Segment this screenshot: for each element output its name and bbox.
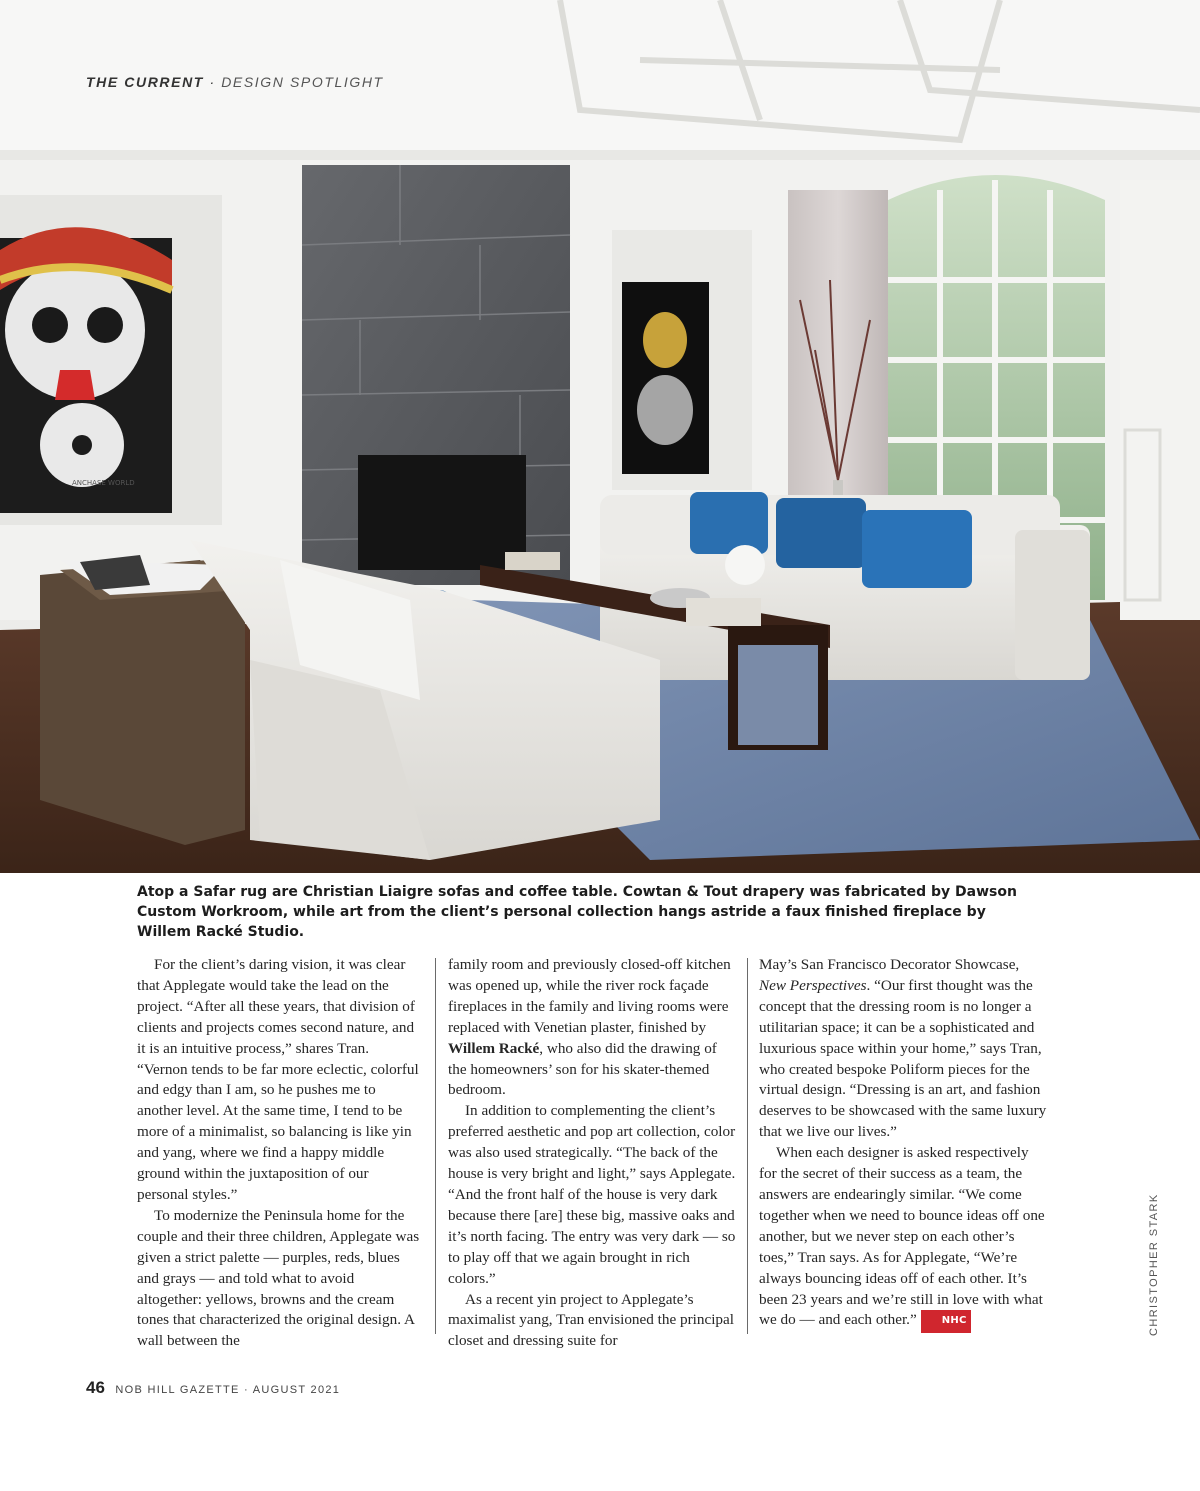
column-divider — [435, 958, 436, 1334]
paragraph-text: family room and previously closed-off kitchen was opened up, while the river rock façade fireplaces in the family and living rooms were replaced with Venetian plaster, finished by — [448, 956, 731, 1036]
subsection-name: DESIGN SPOTLIGHT — [221, 74, 384, 90]
paragraph: To modernize the Peninsula home for the couple and their three children, Applegate was given a strict palette — purples, reds, blues and grays — and told what to avoid altogether: yellows, browns and the cream tones that characterized the original design. A wall between the — [137, 1206, 420, 1350]
column-divider — [747, 958, 748, 1334]
paragraph-text: May’s San Francisco Decorator Showcase, — [759, 956, 1020, 973]
paragraph: For the client’s daring vision, it was clear that Applegate would take the lead on the project. “After all these years, that division of clients and projects comes second nature, and it is an intuitive process,” shares Tran. “Vernon tends to be far more eclectic, colorful and edgy than I am, so he pushes me to another level. At the same time, I tend to be more of a minimalist, so balancing is like yin and yang, where we find a happy middle ground within the juxtaposition of our personal styles.” — [137, 956, 419, 1203]
fireplace-firebox — [358, 455, 526, 570]
paragraph — [759, 1143, 1049, 1333]
photo-caption: Atop a Safar rug are Christian Liaigre sofas and coffee table. Cowtan & Tout drapery was fabricated by Dawson Custom Workroom, while art from the client’s personal collection hangs astride a faux finished fireplace by Willem Racké Studio. — [137, 884, 1017, 940]
head-separator: · — [209, 74, 216, 90]
running-head — [86, 74, 384, 90]
paragraph-text: , who also did the drawing of the homeowners’ son for his skater-themed bedroom. — [448, 1039, 717, 1099]
publication-line: NOB HILL GAZETTE · AUGUST 2021 — [115, 1384, 341, 1396]
article-column-1 — [137, 955, 422, 1352]
end-mark-logo: NHC — [921, 1310, 971, 1333]
article-column-3 — [759, 955, 1049, 1333]
section-name: THE CURRENT — [86, 74, 204, 90]
article-column-2 — [448, 955, 738, 1352]
paragraph-text: When each designer is asked respectively for the secret of their success as a team, the answers are endearingly similar. “We come together when we need to bounce ideas off one another, but we never step on each other’s toes,” Tran says. As for Applegate, “We’re always bouncing ideas off of each other. It’s been 23 years and we’re still in love with what we do — and each other.” — [759, 1144, 1045, 1329]
paragraph — [759, 955, 1049, 1143]
designer-name: Willem Racké — [448, 1039, 540, 1057]
paragraph-text: . “Our first thought was the concept that the dressing room is no longer a utilitarian space; it can be a sophisticated and luxurious space within your home,” says Tran, who created bespoke Poliform pieces for the virtual design. “Dressing is an art, and fashion deserves to be showcased with the same luxury that we live our lives.” — [759, 976, 1047, 1141]
page-number: 46 — [86, 1378, 105, 1397]
page-footer — [86, 1378, 340, 1398]
art-label: ANCHASE WORLD — [72, 479, 135, 487]
showcase-title: New Perspectives — [759, 976, 867, 994]
paragraph: In addition to complementing the client’s preferred aesthetic and pop art collection, color was also used strategically. “The back of the house is very bright and light,” says Applegate. “And the front half of the house is very dark because there [are] these big, massive oaks and it’s north facing. The entry was very dark — so to play off that we again brought in rich colors.” — [448, 1102, 736, 1287]
paragraph: As a recent yin project to Applegate’s maximalist yang, Tran envisioned the principal closet and dressing suite for — [448, 1290, 734, 1350]
photo-credit: CHRISTOPHER STARK — [1148, 1193, 1160, 1336]
white-flowers — [725, 545, 765, 585]
console-table — [40, 560, 245, 845]
paragraph — [448, 955, 738, 1101]
